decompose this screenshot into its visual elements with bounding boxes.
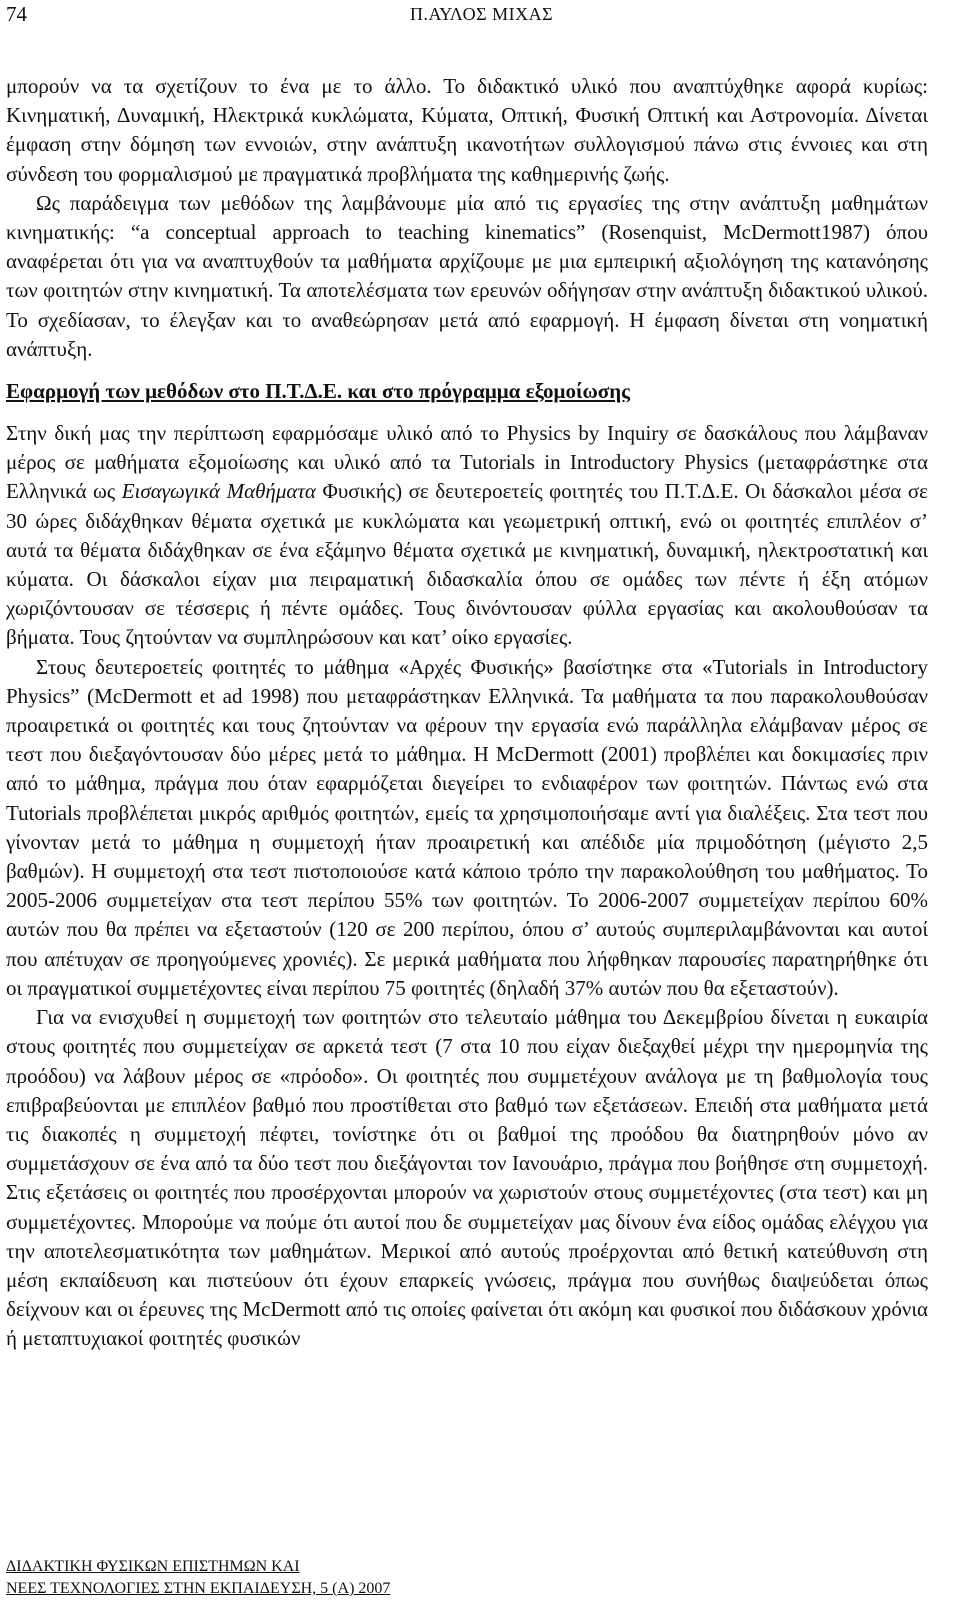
section-heading: Εφαρμογή των μεθόδων στο Π.Τ.Δ.Ε. και στο πρόγραμμα εξομοίωσης [6,379,631,404]
running-title: Π.ΑΥΛΟΣ ΜΙΧΑΣ [410,4,554,24]
page-footer [6,1556,390,1600]
paragraph-example: Ως παράδειγμα των μεθόδων της λαμβάνουμε μία από τις εργασίες της στην ανάπτυξη μαθημάτων κινηματικής: “a conceptual approach to teaching kinematics” (Rosenquist, McDermott1987) όπου αναφέρεται ότι για να αναπτυχθούν τα μαθήματα αρχίζουμε με μια εμπειρική αξιολόγηση της κατανόησης των φοιτητών στην κινηματική. Τα αποτελέσματα των ερευνών οδήγησαν στην ανάπτυξη διδακτικού υλικού. Το σχεδίασαν, το έλεγξαν και το αναθεώρησαν μετά από εφαρμογή. Η έμφαση δίνεται στη νοηματική ανάπτυξη. [6,190,928,361]
footer-line-2: ΝΕΕΣ ΤΕΧΝΟΛΟΓΙΕΣ ΣΤΗΝ ΕΚΠΑΙΔΕΥΣΗ, 5 (Α) 2007 [6,1580,391,1597]
paragraph-application-part2: Φυσικής) σε δευτεροετείς φοιτητές του Π.Τ.Δ.Ε. Οι δάσκαλοι μέσα σε 30 ώρες διδάχθηκαν θέματα σχετικά με κυκλώματα και γεωμετρική οπτική, ενώ οι φοιτητές επιπλέον σ’ αυτά τα θέματα διδάχθηκαν σε ένα εξάμηνο θέματα σχετικά με κινηματική, δυναμική, ηλεκτροστατική και κύματα. Οι δάσκαλοι είχαν μια πειραματική διδασκαλία όπου σε ομάδες των πέντε ή έξη ατόμων χωριζόντουσαν σε τέσσερις ή πέντε ομάδες. Τους δινόντουσαν φύλλα εργασίας και ακολουθούσαν τα βήματα. Τους ζητούνταν να συμπληρώσουν και κατ’ οίκο εργασίες. [6,479,928,650]
page-number: 74 [6,2,27,26]
paragraph-application [6,419,928,653]
page-header [0,0,960,30]
paragraph-intro: μπορούν να τα σχετίζουν το ένα με το άλλο. Το διδακτικό υλικό που αναπτύχθηκε αφορά κυρίως: Κινηματική, Δυναμική, Ηλεκτρικά κυκλώματα, Κύματα, Οπτική, Φυσική Οπτική και Αστρονομία. Δίνεται έμφαση στην δόμηση των εννοιών, στην ανάπτυξη ικανοτήτων συλλογισμού πάνω στις έννοιες και στη σύνδεση του φορμαλισμού με πραγματικά προβλήματα της καθημερινής ζωής. [6,74,928,186]
translated-title: Εισαγωγικά Μαθήματα [121,479,316,504]
paragraph-participation: Για να ενισχυθεί η συμμετοχή των φοιτητών στο τελευταίο μάθημα του Δεκεμβρίου δίνεται η ευκαιρία στους φοιτητές που συμμετείχαν σε αρκετά τεστ (7 στα 10 που είχαν διεξαχθεί μέχρι την ημερομηνία της προόδου) να λάβουν μέρος σε «πρόοδο». Οι φοιτητές που συμμετέχουν ανάλογα με τη βαθμολογία τους επιβραβεύονται με επιπλέον βαθμό που προστίθεται στο βαθμό των εξετάσεων. Επειδή στα μαθήματα μετά τις διακοπές η συμμετοχή πέφτει, τονίστηκε ότι οι βαθμοί της προόδου θα διατηρηθούν μόνο αν συμμετάσχουν σε ένα από τα δύο τεστ που διεξάγονται τον Ιανουάριο, πράγμα που βοήθησε στη συμμετοχή. Στις εξετάσεις οι φοιτητές που προσέρχονται μπορούν να χωριστούν στους συμμετέχοντες (στα τεστ) και μη συμμετέχοντες. Μπορούμε να πούμε ότι αυτοί που δε συμμετείχαν μας δίνουν ένα είδος ομάδας ελέγχου για την αποτελεσματικότητα των μαθημάτων. Μερικοί από αυτούς προέρχονται από θετική κατεύθυνση στη μέση εκπαίδευση και πιστεύουν ότι έχουν επαρκείς γνώσεις, πράγμα που συνήθως διαψεύδεται όπως δείχνουν και οι έρευνες της McDermott από τις οποίες φαίνεται ότι ακόμη και φυσικοί που διδάσκουν χρόνια ή μεταπτυχιακοί φοιτητές φυσικών [6,1005,928,1351]
article-body [6,72,928,1354]
paragraph-second-year: Στους δευτεροετείς φοιτητές το μάθημα «Αρχές Φυσικής» βασίστηκε στα «Tutorials in Introductory Physics” (McDermott et ad 1998) που μεταφράστηκαν Ελληνικά. Τα μαθήματα τα που παρακολουθούσαν προαιρετικά οι φοιτητές και τους ζητούνταν να φέρουν την εργασία ενώ παράλληλα ελάμβαναν μέρος σε τεστ που διεξαγόντουσαν δύο μέρες μετά το μάθημα. Η McDermott (2001) προβλέπει και δοκιμασίες πριν από το μάθημα, πράγμα που όταν εφαρμόζεται διεγείρει το ενδιαφέρον των φοιτητών. Πάντως ενώ στα Tutorials προβλέπεται μικρός αριθμός φοιτητών, εμείς τα χρησιμοποιήσαμε αντί για διαλέξεις. Στα τεστ που γίνονταν μετά το μάθημα η συμμετοχή ήταν προαιρετική και απέδιδε μία πριμοδότηση (μέγιστο 2,5 βαθμών). Η συμμετοχή στα τεστ πιστοποιούσε κατά κάποιο τρόπο την παρακολούθηση του μαθήματος. Το 2005-2006 συμμετείχαν στα τεστ περίπου 55% των φοιτητών. Το 2006-2007 συμμετείχαν περίπου 60% αυτών που θα πρέπει να εξεταστούν (120 σε 200 περίπου, όπου σ’ αυτούς συμπεριλαμβάνονται και αυτοί που απέτυχαν σε προηγούμενες χρονιές). Σε μερικά μαθήματα που λήφθηκαν παρουσίες παρατηρήθηκε ότι οι πραγματικοί συμμετέχοντες είναι περίπου 75 φοιτητές (δηλαδή 37% αυτών που θα εξεταστούν). [6,654,928,1000]
footer-line-1: ΔΙΔΑΚΤΙΚΗ ΦΥΣΙΚΩΝ ΕΠΙΣΤΗΜΩΝ ΚΑΙ [6,1558,300,1575]
paragraph-application-part1: Στην δική μας την περίπτωση εφαρμόσαμε υλικό από το Physics by Inquiry σε δασκάλους που λάμβαναν μέρος σε μαθήματα εξομοίωσης και υλικό από τα Tutorials in Introductory Physics (μεταφράστηκε στα Ελληνικά ως [6,421,928,504]
